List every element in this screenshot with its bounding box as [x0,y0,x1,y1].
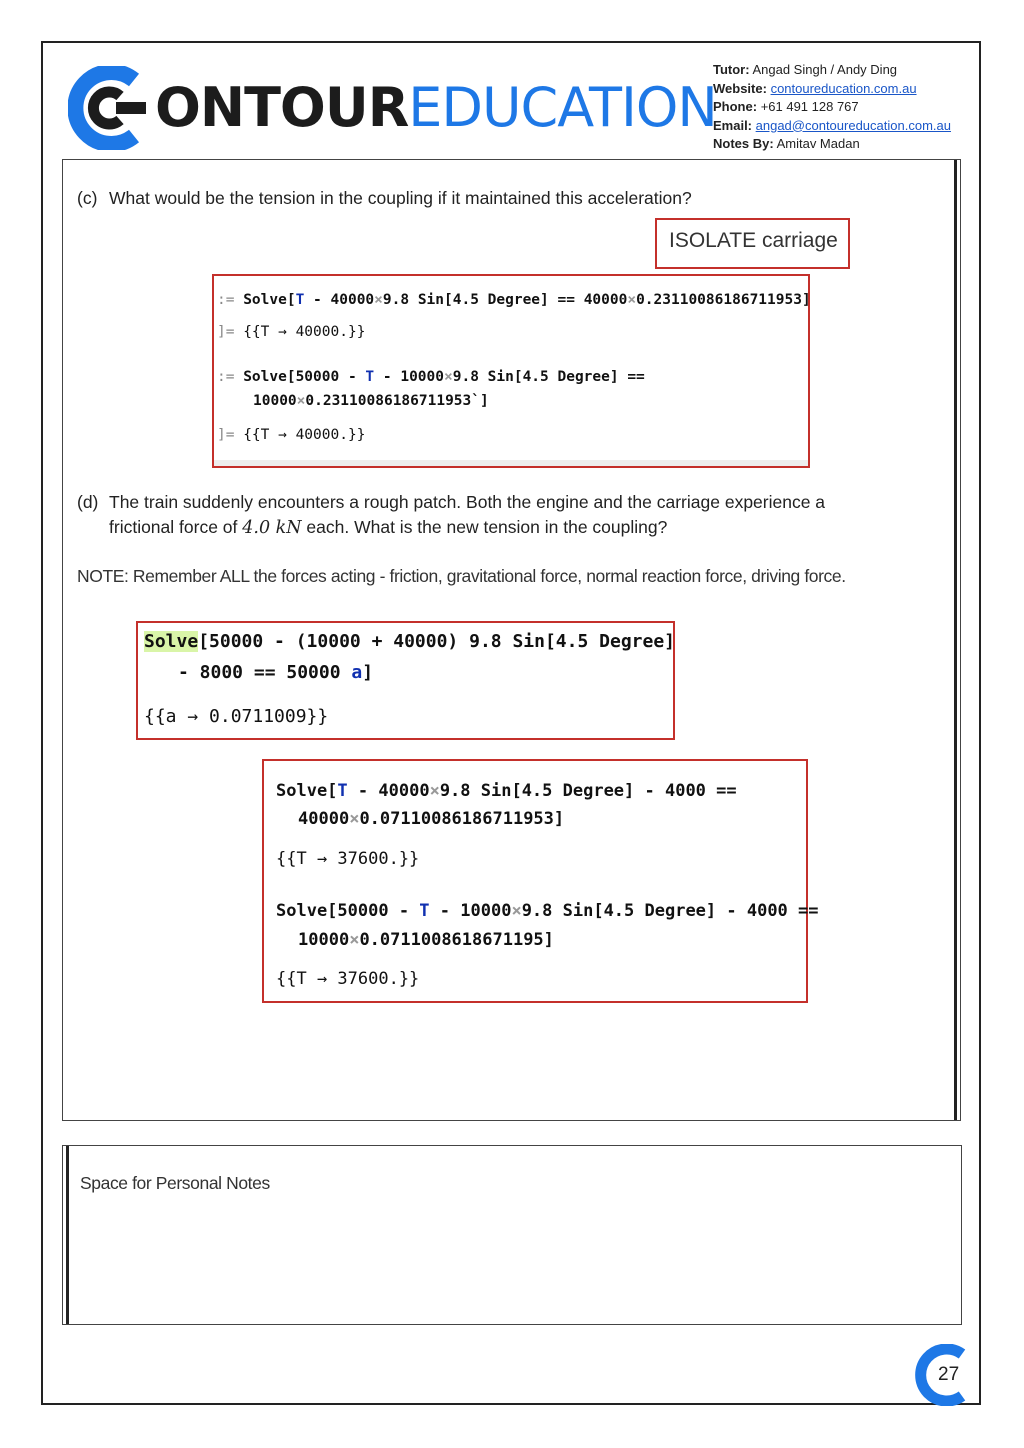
code-c-line-1: := Solve[T - 40000×9.8 Sin[4.5 Degree] == 40000×0.23110086186711953] [217,292,811,308]
website-link[interactable]: contoureducation.com.au [770,80,917,96]
code-d1-output: {{a → 0.0711009}} [144,706,329,727]
code-d2-line-4: 10000×0.0711008618671195] [298,930,554,950]
question-d-line-1: The train suddenly encounters a rough patch. Both the engine and the carriage experience a [109,492,826,512]
phone-label: Phone: [713,99,758,114]
question-c [77,186,937,212]
code-d2-line-3: Solve[50000 - T - 10000×9.8 Sin[4.5 Degree] - 4000 == [276,901,819,921]
code-c-line-2: := Solve[50000 - T - 10000×9.8 Sin[4.5 Degree] == [217,369,645,385]
tutor-value: Angad Singh / Andy Ding [752,62,898,77]
code-box-d1 [136,621,675,740]
code-d1-line-1: Solve[50000 - (10000 + 40000) 9.8 Sin[4.5 Degree] [144,631,676,652]
question-d [77,490,937,542]
isolate-text: ISOLATE carriage [669,229,838,252]
website-label: Website: [713,80,767,96]
email-label: Email: [713,117,753,133]
code-c-output-2: ]= {{T → 40000.}} [217,427,366,443]
code-c-line-3: 10000×0.23110086186711953`] [253,393,489,409]
notes-by-value: Amitav Madan [776,136,860,151]
note-text: NOTE: Remember ALL the forces acting - friction, gravitational force, normal reaction force, driving force. [77,566,846,586]
question-d-label: (d) [77,492,99,512]
page-number: 27 [938,1364,960,1385]
code-d2-line-1: Solve[T - 40000×9.8 Sin[4.5 Degree] - 4000 == [276,781,737,801]
code-d2-line-2: 40000×0.07110086186711953] [298,809,565,829]
isolate-annotation [655,218,850,269]
code-box-c [212,274,810,468]
tutor-label: Tutor: [713,62,750,77]
code-d2-output-1: {{T → 37600.}} [276,849,420,869]
code-c-output-1: ]= {{T → 40000.}} [217,324,366,340]
email-link[interactable]: angad@contoureducation.com.au [755,117,951,133]
question-c-text: What would be the tension in the coupling if it maintained this acceleration? [109,188,692,208]
brand-wordmark: ONTOUREDUCATION [155,76,717,139]
question-c-label: (c) [77,188,98,208]
code-d2-output-2: {{T → 37600.}} [276,969,420,989]
personal-notes-title: Space for Personal Notes [80,1173,270,1193]
code-box-d2 [262,759,819,1003]
question-d-line-2: frictional force of 4.0 kN each. What is the new tension in the coupling? [109,517,668,538]
code-d1-line-2: - 8000 == 50000 a] [178,662,374,683]
personal-notes-box[interactable] [62,1145,962,1325]
notes-by-label: Notes By: [713,136,774,151]
phone-value: +61 491 128 767 [760,99,859,114]
header-info [713,61,951,154]
contour-logo-icon [68,66,158,150]
